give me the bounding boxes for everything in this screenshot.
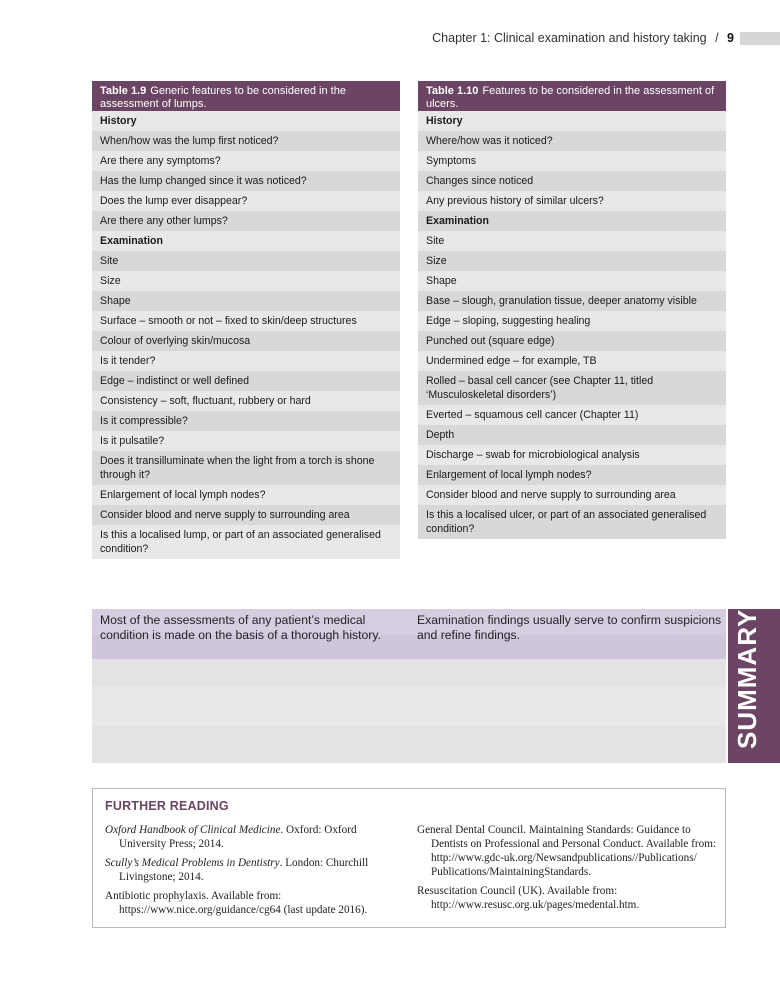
running-header-text xyxy=(432,31,734,45)
further-reading-title: FURTHER READING xyxy=(105,799,229,813)
reference-item xyxy=(105,823,403,851)
reference-title: Scully’s Medical Problems in Dentistry xyxy=(105,857,280,869)
table-row: Is this a localised ulcer, or part of an associated generalised condition? xyxy=(418,505,726,539)
chapter-title: Chapter 1: Clinical examination and history taking xyxy=(432,31,707,45)
reference-item xyxy=(417,823,717,879)
table-row: Edge – indistinct or well defined xyxy=(92,371,400,391)
reference-details: Antibiotic prophylaxis. Available from: https://www.nice.org/guidance/cg64 (last update 2016). xyxy=(105,890,368,916)
table-section-heading: Examination xyxy=(92,231,400,251)
table-row: Is this a localised lump, or part of an associated generalised condition? xyxy=(92,525,400,559)
summary-band xyxy=(92,659,726,686)
table-body xyxy=(418,111,726,539)
further-reading-right-column xyxy=(417,823,717,917)
summary-left-text: Most of the assessments of any patient’s medical condition is made on the basis of a thorough history. xyxy=(100,613,381,642)
summary-right-text: Examination findings usually serve to confirm suspicions and refine findings. xyxy=(417,613,722,642)
table-row: Size xyxy=(418,251,726,271)
table-row: Shape xyxy=(418,271,726,291)
header-separator: / xyxy=(715,31,719,45)
reference-item xyxy=(105,856,403,884)
page-number: 9 xyxy=(727,31,734,45)
table-row: Is it pulsatile? xyxy=(92,431,400,451)
table-row: Punched out (square edge) xyxy=(418,331,726,351)
table-row: Base – slough, granulation tissue, deeper anatomy visible xyxy=(418,291,726,311)
reference-item xyxy=(105,889,403,917)
table-row: Depth xyxy=(418,425,726,445)
further-reading-left-column xyxy=(105,823,403,922)
table-row: Does the lump ever disappear? xyxy=(92,191,400,211)
table-caption-text: Generic features to be considered in the assessment of lumps. xyxy=(100,85,346,110)
table-row: Size xyxy=(92,271,400,291)
table-row: Enlargement of local lymph nodes? xyxy=(418,465,726,485)
reference-details: . London: Churchill Livingstone; 2014. xyxy=(119,857,369,883)
table-row: Site xyxy=(92,251,400,271)
table-row: Is it tender? xyxy=(92,351,400,371)
reference-title: Oxford Handbook of Clinical Medicine xyxy=(105,824,281,836)
table-section-heading: History xyxy=(418,111,726,131)
table-row: Is it compressible? xyxy=(92,411,400,431)
table-row: Shape xyxy=(92,291,400,311)
summary-band xyxy=(92,726,726,763)
table-row: Are there any other lumps? xyxy=(92,211,400,231)
table-section-heading: History xyxy=(92,111,400,131)
table-caption-number: Table 1.9 xyxy=(100,85,147,97)
reference-details: General Dental Council. Maintaining Standards: Guidance to Dentists on Professional and Personal Conduct. Available from: http://www.gdc-uk.org/Newsandpublications//Publications/ Publications/MaintainingStandards. xyxy=(417,824,717,878)
summary-box xyxy=(92,609,726,763)
table-section-heading: Examination xyxy=(418,211,726,231)
reference-details: Resuscitation Council (UK). Available from: http://www.resusc.org.uk/pages/medental.htm. xyxy=(417,885,640,911)
table-row: Edge – sloping, suggesting healing xyxy=(418,311,726,331)
table-caption-number: Table 1.10 xyxy=(426,85,479,97)
table-caption-text: Features to be considered in the assessment of ulcers. xyxy=(426,85,715,110)
table-row: Consider blood and nerve supply to surrounding area xyxy=(418,485,726,505)
table-row: Symptoms xyxy=(418,151,726,171)
table-row: Undermined edge – for example, TB xyxy=(418,351,726,371)
table-row: Enlargement of local lymph nodes? xyxy=(92,485,400,505)
table-row: Changes since noticed xyxy=(418,171,726,191)
further-reading-box xyxy=(92,788,726,928)
table-row: When/how was the lump first noticed? xyxy=(92,131,400,151)
summary-tab xyxy=(728,609,780,763)
table-caption xyxy=(92,81,400,111)
table-caption xyxy=(418,81,726,111)
table-body xyxy=(92,111,400,559)
reference-item xyxy=(417,884,717,912)
table-ulcers xyxy=(418,81,726,539)
table-row: Everted – squamous cell cancer (Chapter 11) xyxy=(418,405,726,425)
page-edge-tab xyxy=(740,32,780,45)
summary-tab-label: SUMMARY xyxy=(732,608,762,749)
table-row: Consistency – soft, fluctuant, rubbery or hard xyxy=(92,391,400,411)
summary-band xyxy=(92,686,726,726)
table-row: Colour of overlying skin/mucosa xyxy=(92,331,400,351)
reference-details: . Oxford: Oxford University Press; 2014. xyxy=(119,824,357,850)
table-row: Has the lump changed since it was noticed? xyxy=(92,171,400,191)
table-row: Does it transilluminate when the light from a torch is shone through it? xyxy=(92,451,400,485)
table-row: Site xyxy=(418,231,726,251)
table-row: Where/how was it noticed? xyxy=(418,131,726,151)
table-row: Any previous history of similar ulcers? xyxy=(418,191,726,211)
table-row: Discharge – swab for microbiological analysis xyxy=(418,445,726,465)
table-lumps xyxy=(92,81,400,559)
table-row: Surface – smooth or not – fixed to skin/deep structures xyxy=(92,311,400,331)
table-row: Consider blood and nerve supply to surrounding area xyxy=(92,505,400,525)
running-header xyxy=(0,30,780,50)
table-row: Rolled – basal cell cancer (see Chapter 11, titled ‘Musculoskeletal disorders’) xyxy=(418,371,726,405)
table-row: Are there any symptoms? xyxy=(92,151,400,171)
